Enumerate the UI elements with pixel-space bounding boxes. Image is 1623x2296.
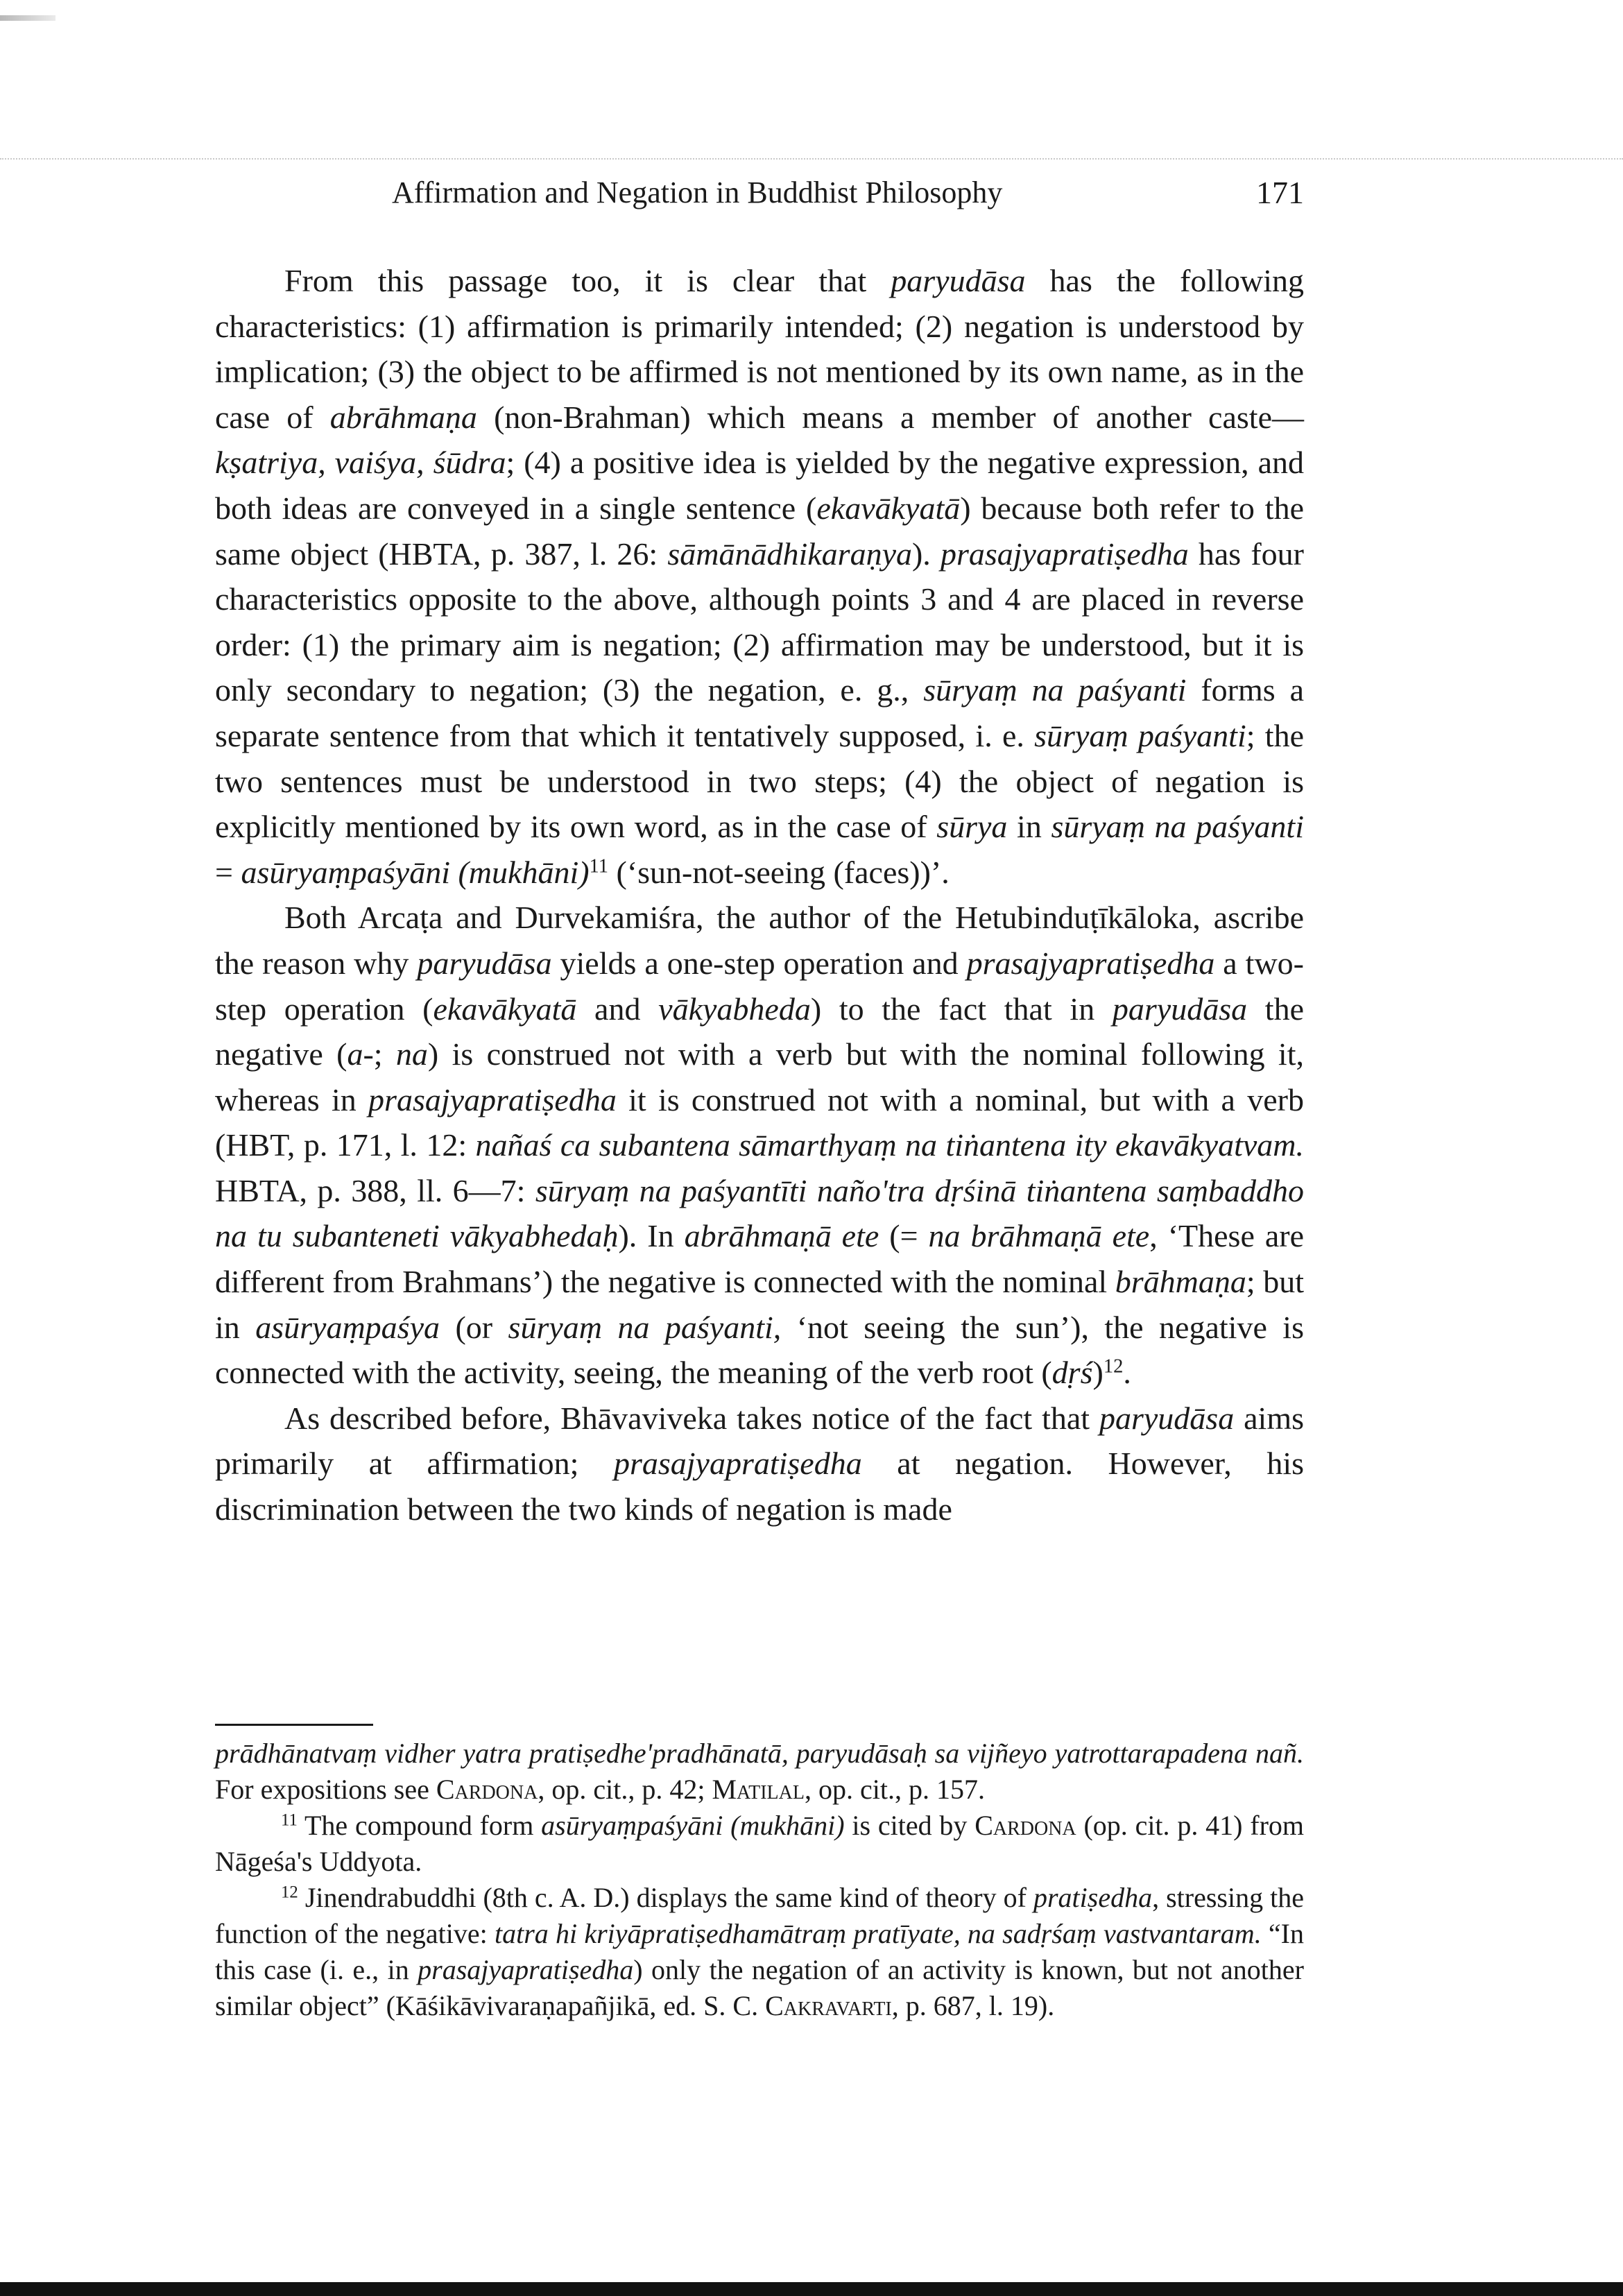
- italic-term: a-: [347, 1036, 374, 1072]
- text-run: ). In: [618, 1218, 685, 1254]
- text-run: As described before, Bhāvaviveka takes notice of the fact that: [284, 1400, 1099, 1436]
- italic-term: prasajyapratiṣedha: [613, 1446, 862, 1482]
- text-run: and: [576, 991, 659, 1027]
- footnotes: [215, 1736, 1304, 2024]
- author-name: Cardona: [974, 1810, 1076, 1841]
- paragraph-1: [215, 258, 1304, 895]
- text-run: (‘sun-not-seeing (faces))’.: [608, 854, 950, 890]
- italic-term: paryudāsa: [417, 945, 552, 981]
- footnote-11: [215, 1808, 1304, 1880]
- text-run: , stressing the function of the negative:: [215, 1882, 1304, 1949]
- text-run: has the following characteristics: (1) affirmation is primarily intended; (2) negation is understood by implication; (3) the object to be affirmed is not mentioned by its own name, as in the case of: [215, 263, 1304, 435]
- text-run: ; but in: [215, 1264, 1304, 1345]
- italic-term: nañaś ca subantena sāmarthyaṃ na tiṅantena ity ekavākyatvam.: [475, 1127, 1305, 1163]
- text-run: The compound form: [297, 1810, 542, 1841]
- text-run: ;: [373, 1036, 396, 1072]
- text-run: at negation. However, his discrimination between the two kinds of negation is made: [215, 1446, 1305, 1527]
- text-run: , p. 687, l. 19).: [891, 1990, 1055, 2021]
- italic-term: asūryaṃpaśyāni (mukhāni): [541, 1810, 845, 1841]
- text-run: For expositions see: [215, 1774, 436, 1805]
- italic-term: dṛś: [1051, 1355, 1093, 1391]
- italic-term: sūryaṃ na paśyanti: [1051, 809, 1304, 845]
- text-run: ; (4) a positive idea is yielded by the negative expression, and both ideas are conveyed in a single sentence (: [215, 445, 1304, 526]
- italic-term: prasajyapratiṣedha: [966, 945, 1215, 981]
- page-number: 171: [1256, 175, 1304, 210]
- text-run: .: [1123, 1355, 1131, 1391]
- text-run: it is construed not with a nominal, but with a verb (HBT, p. 171, l. 12:: [215, 1081, 1304, 1163]
- main-text: [215, 258, 1304, 1532]
- italic-term: kṣatriya, vaiśya, śūdra: [215, 445, 506, 481]
- scan-border: [0, 2282, 1623, 2296]
- italic-term: paryudāsa: [891, 263, 1026, 298]
- italic-term: sūryaṃ na paśyantīti naño'tra dṛśinā tiṅantena saṃbaddho na tu subanteneti vākyabhedaḥ: [215, 1172, 1304, 1254]
- text-run: ) only the negation of an activity is known, but not another similar object” (Kāśikāvivaraṇapañjikā, ed. S. C.: [215, 1954, 1304, 2021]
- paragraph-2: [215, 895, 1304, 1396]
- text-run: ): [1092, 1355, 1104, 1391]
- paragraph-3: [215, 1396, 1304, 1532]
- italic-term: paryudāsa: [1099, 1400, 1235, 1436]
- italic-term: sūryaṃ na paśyanti,: [508, 1309, 782, 1345]
- italic-term: sūryaṃ na paśyanti: [923, 672, 1187, 708]
- text-run: ) is construed not with a verb but with the nominal following it, whereas in: [215, 1036, 1304, 1117]
- text-run: ) because both refer to the same object (HBTA, p. 387, l. 26:: [215, 490, 1304, 572]
- text-run: ; the two sentences must be understood in two steps; (4) the object of negation is explicitly mentioned by its own word, as in the case of: [215, 717, 1304, 845]
- text-run: Both Arcaṭa and Durvekamiśra, the author of the Hetubinduṭīkāloka, ascribe the reason why: [215, 900, 1304, 981]
- text-run: Jinendrabuddhi (8th c. A. D.) displays the same kind of theory of: [298, 1882, 1033, 1913]
- italic-term: ekavākyatā: [433, 991, 577, 1027]
- text-run: HBTA, p. 388, ll. 6—7:: [215, 1172, 535, 1208]
- italic-term: brāhmaṇa: [1115, 1264, 1246, 1300]
- text-run: (non-Brahman) which means a member of another caste—: [476, 399, 1304, 435]
- footnote-12: [215, 1880, 1304, 2024]
- italic-term: abrāhmaṇā ete: [684, 1218, 879, 1254]
- footnote-ref-11: 11: [589, 855, 609, 877]
- text-run: in: [1007, 809, 1051, 845]
- italic-term: na brāhmaṇā ete: [928, 1218, 1150, 1254]
- italic-term: na: [395, 1036, 428, 1072]
- running-title: Affirmation and Negation in Buddhist Philosophy: [392, 175, 1003, 209]
- text-run: “In this case (i. e., in: [215, 1918, 1304, 1985]
- footnote-divider: [215, 1724, 373, 1726]
- text-run: , ‘These are different from Brahmans’) the negative is connected with the nominal: [215, 1218, 1304, 1300]
- scan-artifact: [0, 15, 55, 21]
- italic-term: asūryaṃpaśya: [255, 1309, 440, 1345]
- italic-term: prasajyapratiṣedha: [940, 536, 1189, 572]
- text-run: ).: [911, 536, 941, 572]
- italic-term: paryudāsa: [1112, 991, 1248, 1027]
- text-run: forms a separate sentence from that which it tentatively supposed, i. e.: [215, 672, 1304, 753]
- footnote-marker: 11: [281, 1810, 298, 1830]
- italic-term: abrāhmaṇa: [329, 399, 477, 435]
- italic-term: ekavākyatā: [816, 490, 961, 526]
- author-name: Cardona: [436, 1774, 538, 1805]
- italic-term: asūryaṃpaśyāni (mukhāni): [241, 854, 590, 890]
- footnote-marker: 12: [281, 1883, 298, 1902]
- text-run: , op. cit., p. 42;: [538, 1774, 712, 1805]
- italic-term: prasajyapratiṣedha: [368, 1081, 617, 1117]
- text-run: =: [215, 854, 241, 890]
- italic-term: sāmānādhikaraṇya: [667, 536, 912, 572]
- italic-term: sūrya: [936, 809, 1008, 845]
- italic-term: tatra hi kriyāpratiṣedhamātraṃ pratīyate, na sadṛśaṃ vastvantaram.: [494, 1918, 1262, 1949]
- italic-term: pratiṣedha: [1033, 1882, 1153, 1913]
- text-run: a two-step operation (: [215, 945, 1304, 1027]
- text-run: the negative (: [215, 991, 1304, 1072]
- text-run: ‘not seeing the sun’), the negative is connected with the activity, seeing, the meaning of the verb root (: [215, 1309, 1304, 1391]
- italic-term: vākyabheda: [658, 991, 811, 1027]
- text-run: yields a one-step operation and: [551, 945, 967, 981]
- text-run: has four characteristics opposite to the above, although points 3 and 4 are placed in reverse order: (1) the primary aim is negation; (2) affirmation may be understood, but it is only secondary to negation; (3) the negation, e. g.,: [215, 536, 1304, 708]
- text-run: aims primarily at affirmation;: [215, 1400, 1304, 1482]
- author-name: Matilal: [712, 1774, 805, 1805]
- text-run: (=: [879, 1218, 929, 1254]
- italic-term: sūryaṃ paśyanti: [1034, 717, 1246, 753]
- scan-artifact-line: [0, 158, 1623, 160]
- footnote-ref-12: 12: [1103, 1355, 1124, 1378]
- text-run: From this passage too, it is clear that: [284, 263, 891, 298]
- text-run: ) to the fact that in: [810, 991, 1113, 1027]
- text-run: (or: [440, 1309, 508, 1345]
- text-run: , op. cit., p. 157.: [804, 1774, 985, 1805]
- running-header: [215, 172, 1304, 221]
- text-run: is cited by: [844, 1810, 975, 1841]
- footnote-continuation: [215, 1736, 1304, 1808]
- text-run: (op. cit. p. 41) from Nāgeśa's Uddyota.: [215, 1810, 1305, 1877]
- italic-term: prasajyapratiṣedha: [418, 1954, 634, 1985]
- italic-term: prādhānatvaṃ vidher yatra pratiṣedhe'pradhānatā, paryudāsaḥ sa vijñeyo yatrottarapadena nañ.: [215, 1738, 1304, 1769]
- author-name: Cakravarti: [765, 1990, 892, 2021]
